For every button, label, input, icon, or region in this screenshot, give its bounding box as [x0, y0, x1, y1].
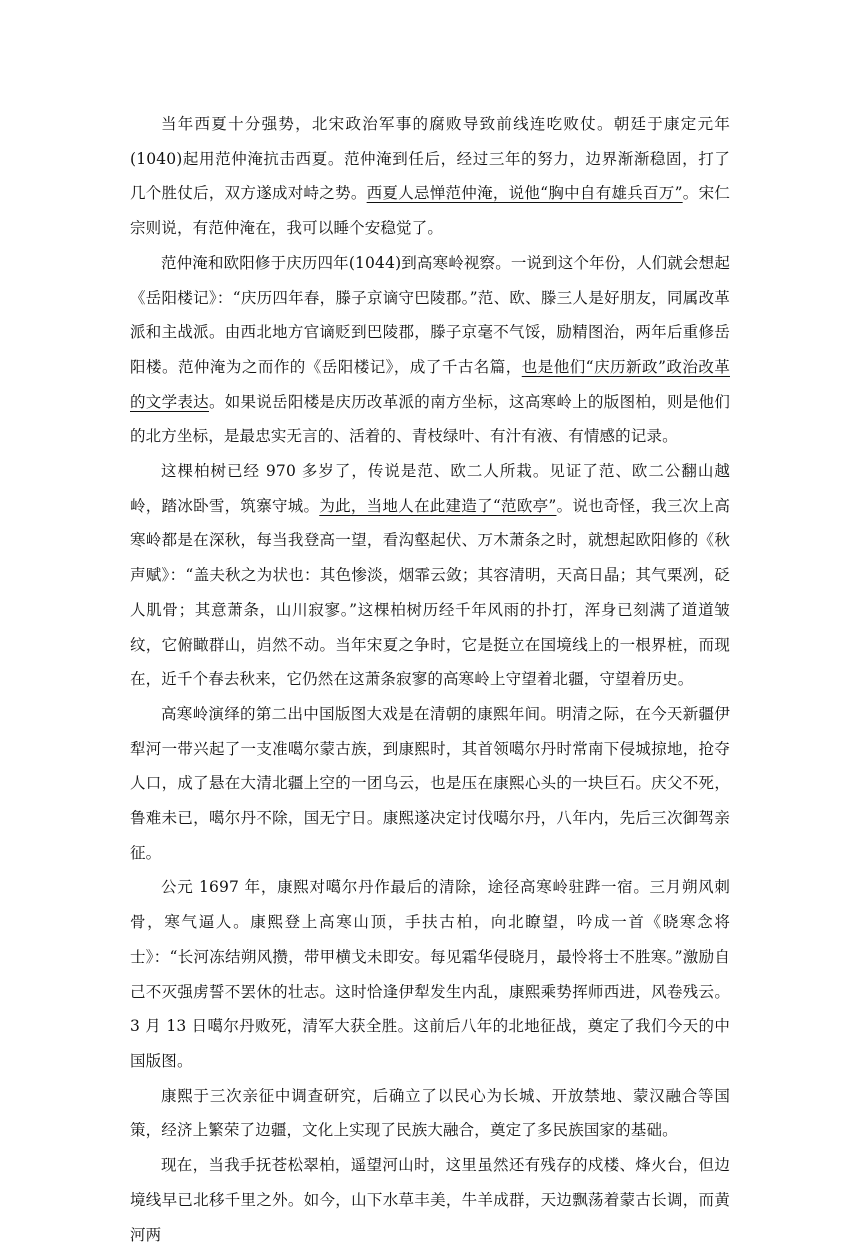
p6-text: 康熙于三次亲征中调查研究，后确立了以民心为长城、开放禁地、蒙汉融合等国策，经济上繁荣了边疆，文化上实现了民族大融合，奠定了多民族国家的基础。: [130, 1086, 730, 1140]
p3-text-2: 。说也奇怪，我三次上高寒岭都是在深秋，每当我登高一望，看沟壑起伏、万木萧条之时，就想起欧阳修的《秋声赋》：“盖夫秋之为状也：其色惨淡，烟霏云敛；其容清明，天高日晶；其气栗冽，砭人肌骨；其意萧条，山川寂寥。”这棵柏树历经千年风雨的扑打，浑身已刻满了道道皱纹，它俯瞰群山，岿然不动。当年宋夏之争时，它是挺立在国境线上的一根界桩，而现在，近千个春去秋来，它仍然在这萧条寂寥的高寒岭上守望着北疆，守望着历史。: [130, 496, 730, 689]
p1-underlined-text: 西夏人忌惮范仲淹，说他“胸中自有雄兵百万”: [366, 184, 683, 203]
p5-text: 公元 1697 年，康熙对噶尔丹作最后的清除，途径高寒岭驻跸一宿。三月朔风刺骨，寒气逼人。康熙登上高寒山顶，手扶古柏，向北瞭望，吟成一首《晓寒念将士》：“长河冻结朔风攒，带甲横戈未即安。每见霜华侵晓月，最怜将士不胜寒。”激励自己不灭强虏誓不罢休的壮志。这时恰逢伊犁发生内乱，康熙乘势挥师西进，风卷残云。3 月 13 日噶尔丹败死，清军大获全胜。这前后八年的北地征战，奠定了我们今天的中国版图。: [130, 878, 730, 1070]
paragraph-7: [130, 1148, 730, 1252]
paragraph-3: [130, 454, 730, 697]
paragraph-6: [130, 1079, 730, 1148]
p4-text: 高寒岭演绎的第二出中国版图大戏是在清朝的康熙年间。明清之际，在今天新疆伊犁河一带兴起了一支准噶尔蒙古族，到康熙时，其首领噶尔丹时常南下侵城掠地，抢夺人口，成了悬在大清北疆上空的一团乌云，也是压在康熙心头的一块巨石。庆父不死，鲁难未已，噶尔丹不除，国无宁日。康熙遂决定讨伐噶尔丹，八年内，先后三次御驾亲征。: [130, 704, 730, 862]
p2-text-2: 。如果说岳阳楼是庆历改革派的南方坐标，这高寒岭上的版图柏，则是他们的北方坐标，是最忠实无言的、活着的、青枝绿叶、有汁有液、有情感的记录。: [130, 392, 730, 446]
paragraph-5: [130, 870, 730, 1078]
p3-underlined-text: 为此，当地人在此建造了“范欧亭”: [319, 496, 557, 515]
p1-text-2: 。宋仁宗则说，有范仲淹在，我可以睡个安稳觉了。: [130, 184, 731, 238]
p7-text: 现在，当我手抚苍松翠柏，遥望河山时，这里虽然还有残存的戍楼、烽火台，但边境线早已北移千里之外。如今，山下水草丰美，牛羊成群，天边飘荡着蒙古长调，而黄河两: [130, 1156, 730, 1244]
paragraph-2: [130, 246, 730, 454]
p3-text-1: 这棵柏树已经 970 多岁了，传说是范、欧二人所栽。见证了范、欧二公翻山越岭，踏冰卧雪，筑寨守城。: [130, 462, 730, 515]
paragraph-4: [130, 697, 730, 871]
p2-underlined-text: 也是他们“庆历新政”政治改革的文学表达: [130, 357, 730, 411]
p2-text-1: 范仲淹和欧阳修于庆历四年(1044)到高寒岭视察。一说到这个年份，人们就会想起《岳阳楼记》：“庆历四年春，滕子京谪守巴陵郡。”范、欧、滕三人是好朋友，同属改革派和主战派。由西北地方官谪贬到巴陵郡，滕子京毫不气馁，励精图治，两年后重修岳阳楼。范仲淹为之而作的《岳阳楼记》，成了千古名篇，: [130, 253, 730, 376]
article-body: [130, 107, 730, 1252]
p1-text-1: 当年西夏十分强势，北宋政治军事的腐败导致前线连吃败仗。朝廷于康定元年(1040)起用范仲淹抗击西夏。范仲淹到任后，经过三年的努力，边界渐渐稳固，打了几个胜仗后，双方遂成对峙之势。: [130, 115, 730, 203]
paragraph-1: [130, 107, 730, 246]
